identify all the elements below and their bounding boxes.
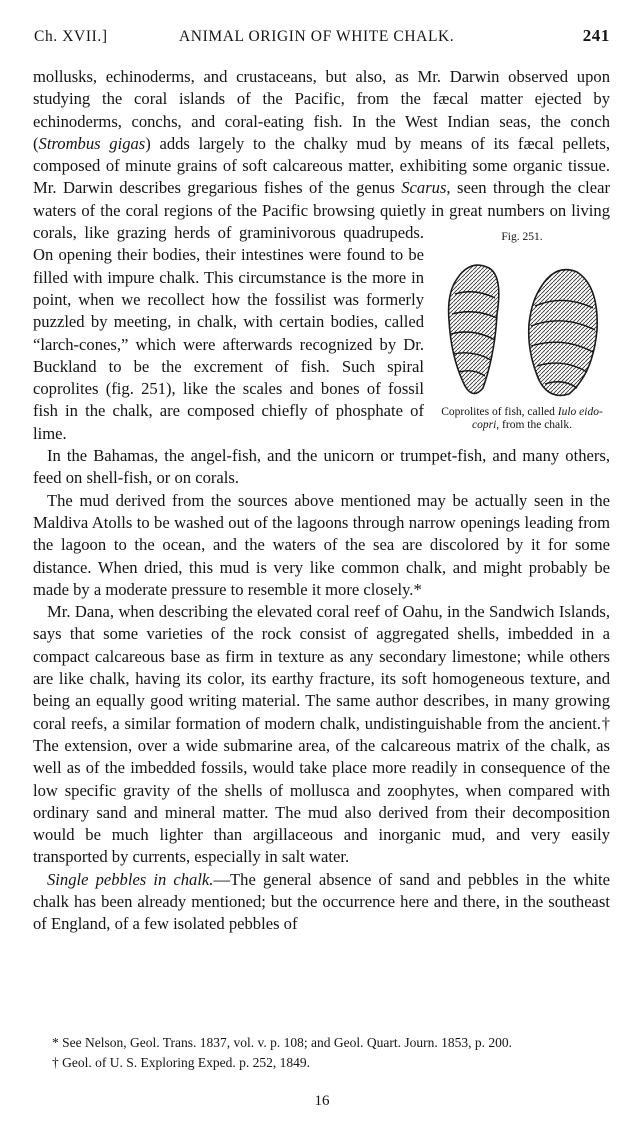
species-name: Strombus gigas xyxy=(38,133,146,153)
figure-caption-species: Iulo eido-copri xyxy=(472,406,603,432)
paragraph-1-text-c: , seen through the clear waters of the coral regions of the Pacific browsing quietly in great numbers xyxy=(33,178,610,220)
footnote-1: * See Nelson, Geol. Trans. 1837, vol. v. p. 108; and Geol. Quart. Journ. 1853, p. 200. xyxy=(52,1035,512,1050)
coprolite-right xyxy=(529,270,597,396)
paragraph-3: The mud derived from the sources above mentioned may be actually seen in the Maldiva Atolls to be washed out of the lagoons through narrow openings leading from the lagoon to the ocean, and the waters of the sea are discolored by it for some distance. When dried, this mud is very like common chalk, and might probably be made by a moderate pressure to resemble it more closely.* xyxy=(33,490,610,599)
genus-name: Scarus xyxy=(401,178,447,198)
chapter-reference: Ch. XVII.] xyxy=(34,28,108,45)
paragraph-1-text-a: mollusks, echinoderms, and crustaceans, but also, as Mr. Darwin observed upon studying the coral islands of the Pacific, from the fæcal matter ejected by echinoderms, conchs, and coral-eating fish. In the West Indian seas, the conch ( xyxy=(33,67,610,153)
footnote-2: † Geol. of U. S. Exploring Exped. p. 252, 1849. xyxy=(52,1055,310,1070)
section-heading: Single pebbles in chalk. xyxy=(47,869,214,889)
footnotes xyxy=(52,1034,612,1071)
paragraph-1-text-b: ) adds largely to the chalky mud by means of its fæcal pellets, composed of minute grains of soft calcareous matter, exhibiting some organic tissue. Mr. Darwin describes gregarious fishes of the genus xyxy=(33,133,611,198)
figure-251 xyxy=(434,222,610,440)
paragraph-1-text-d: on living corals, like grazing herds of graminivorous quadrupeds. On opening their bodies, their intestines were found to be filled with impure chalk. This circumstance is the more in point, when we recollect how the fossilist was formerly puzzled by meeting, in chalk, with certain bodies, called “larch-cones,” which were afterwards recognized by Dr. Buckland to be the excrement of fish. Such spiral coprolites (fig. 251), like the scales and bones of fossil fish in the chalk, are composed chiefly of phosphate of lime. xyxy=(33,200,610,443)
signature-mark: 16 xyxy=(314,1093,330,1109)
paragraph-5-text: —The general absence of sand and pebbles in the white chalk has been already mentioned; but the occurrence here and there, in the southeast of England, of a few isolated pebbles of xyxy=(33,869,610,934)
page-number: 241 xyxy=(582,26,610,45)
running-header xyxy=(34,28,610,54)
paragraph-4: Mr. Dana, when describing the elevated coral reef of Oahu, in the Sandwich Islands, says that some varieties of the rock consist of aggregated shells, imbedded in a compact calcareous base as firm in texture as any secondary limestone; while others are like chalk, having its color, its earthy fracture, its soft homogeneous texture, and being an equally good writing material. The same author describes, in many growing coral reefs, a similar formation of modern chalk, undistinguishable from the ancient.† The extension, over a wide submarine area, of the calcareous matrix of the chalk, as well as of the imbedded fossils, would take place more readily in consequence of the low specific gravity of the shells of mollusca and zoophytes, when compared with ordinary sand and mineral matter. The mud also derived from their decomposition would be much lighter than argillaceous and inorganic mud, and very easily transported by currents, especially in salt water. xyxy=(33,602,610,867)
paragraph-2: In the Bahamas, the angel-fish, and the unicorn or trumpet-fish, and many others, feed on shell-fish, or on corals. xyxy=(33,446,610,488)
paragraph-1 xyxy=(33,66,610,445)
paragraph-5 xyxy=(33,869,610,936)
figure-caption-source: , from the chalk. xyxy=(496,419,572,432)
coprolite-left xyxy=(449,265,499,393)
figure-caption-text: Coprolites of fish, called xyxy=(441,406,558,419)
figure-caption xyxy=(434,406,610,432)
body-text xyxy=(33,66,610,936)
running-title: ANIMAL ORIGIN OF WHITE CHALK. xyxy=(179,28,455,45)
figure-label: Fig. 251. xyxy=(501,231,543,244)
coprolite-illustration xyxy=(437,254,607,404)
